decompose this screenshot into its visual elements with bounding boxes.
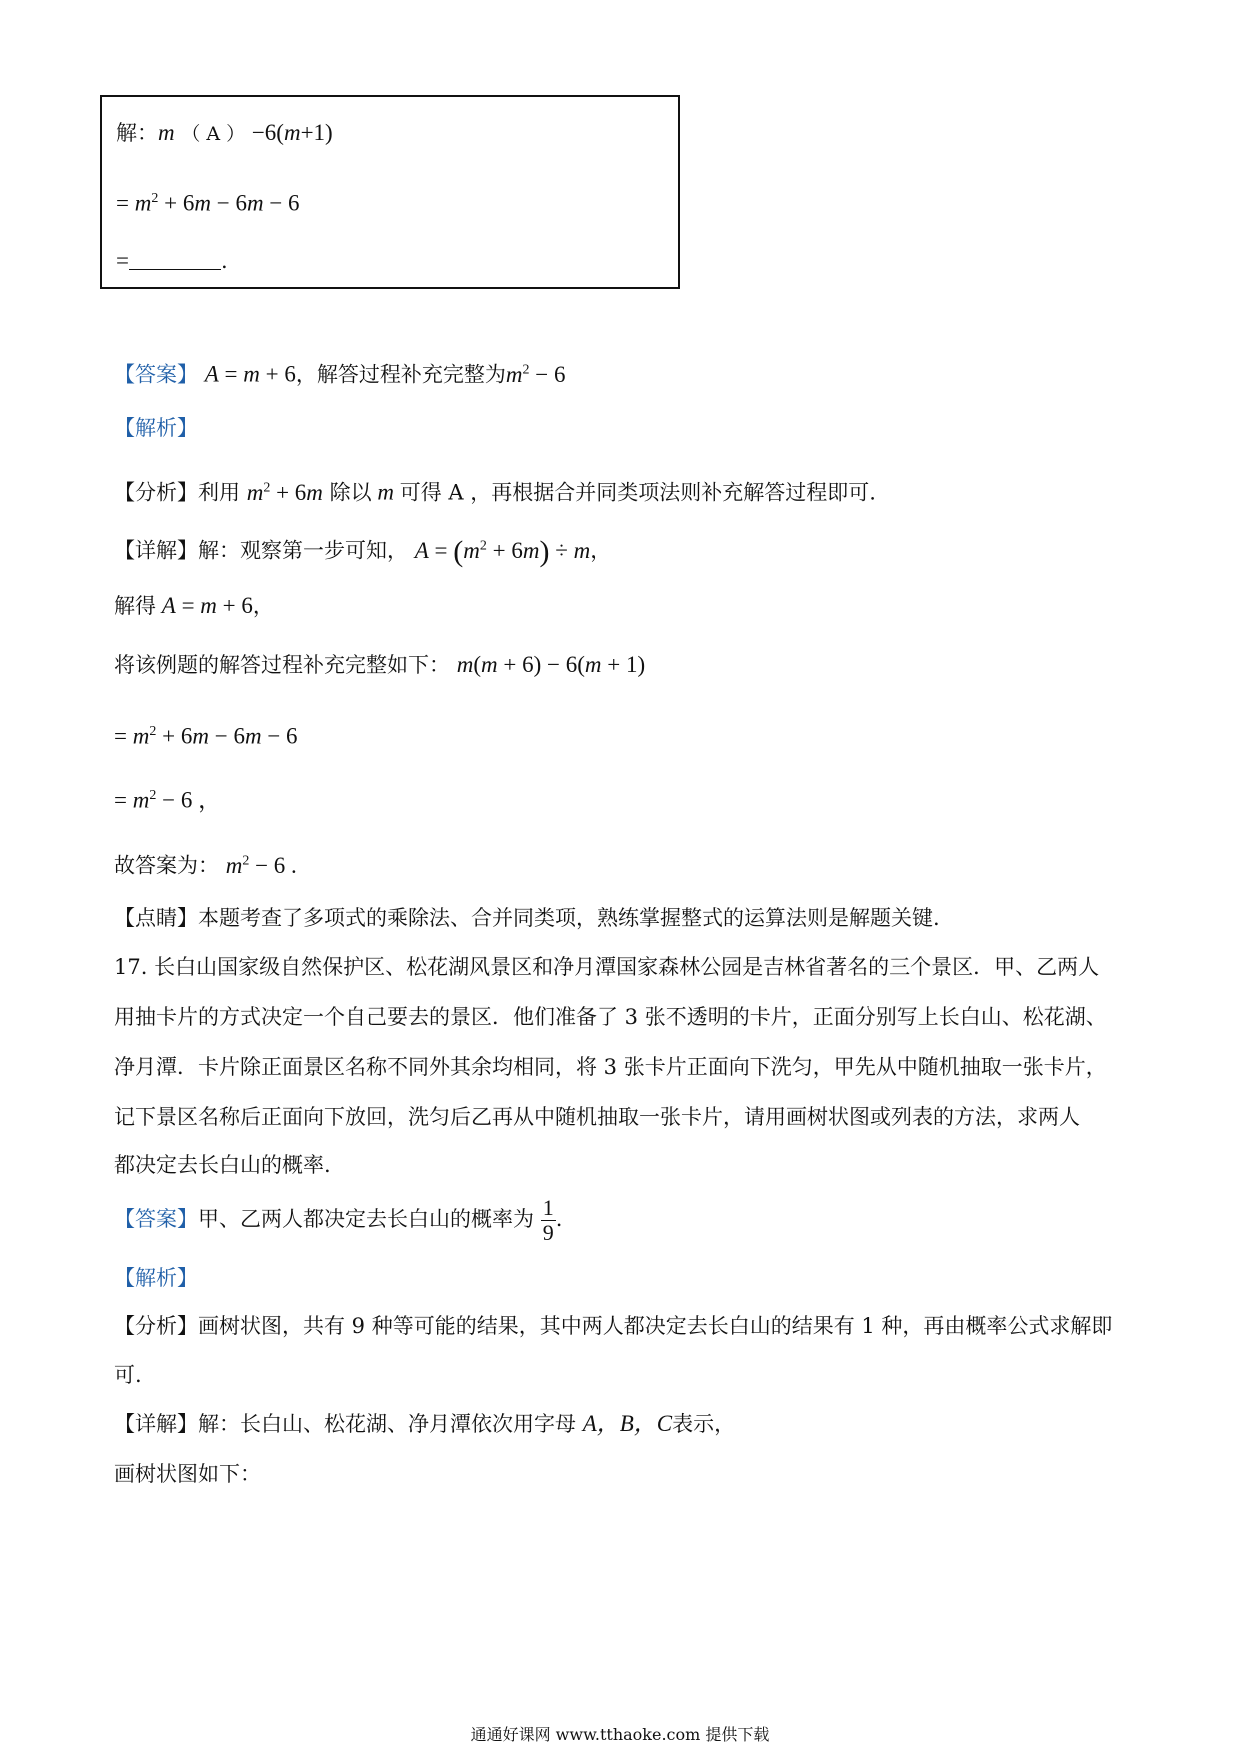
q17-answer: 【答案】甲、乙两人都决定去长白山的概率为 $\frac{1}{9}$ . [114, 1195, 563, 1245]
answer-blank [129, 249, 221, 270]
q17-fenxi-2: 可. [114, 1363, 142, 1387]
q17-stem-3: 净月潭．卡片除正面景区名称不同外其余均相同，将 3 张卡片正面向下洗匀，甲先从中随机抽取一张卡片， [114, 1055, 1107, 1079]
q16-analysis-tag: 【解析】 [114, 416, 198, 440]
q17-stem-5: 都决定去长白山的概率. [114, 1153, 331, 1177]
q16-solve: 解得 A = m + 6， [114, 593, 274, 618]
q16-fenxi: 【分析】利用 $m^2 + 6m$ 除以 m 可得 A ，再根据合并同类项法则补充解答过程即可. [114, 479, 876, 505]
q17-stem-4: 记下景区名称后正面向下放回，洗匀后乙再从中随机抽取一张卡片，请用画树状图或列表的方法，求两人 [114, 1105, 1080, 1129]
footer: 通通好课网 www.tthaoke.com 提供下载 [470, 1725, 770, 1744]
box-line-1: 解：m （ A ） −6(m+1) [116, 120, 333, 145]
q16-answer: 【答案】 A = m + 6，解答过程补充完整为$m^2 - 6$ [114, 361, 566, 387]
q17-stem-2: 用抽卡片的方式决定一个自己要去的景区．他们准备了 3 张不透明的卡片，正面分别写上长白山、松花湖、 [114, 1005, 1107, 1029]
probability-fraction: $\frac{1}{9}$ [542, 1195, 554, 1245]
q17-analysis-tag: 【解析】 [114, 1266, 198, 1290]
q17-stem-1: 17. 长白山国家级自然保护区、松花湖风景区和净月潭国家森林公园是吉林省著名的三个景区．甲、乙两人 [114, 955, 1100, 979]
q16-dianjing: 【点睛】本题考查了多项式的乘除法、合并同类项，熟练掌握整式的运算法则是解题关键. [114, 906, 940, 930]
q16-final: 故答案为： $m^2 - 6$ . [114, 852, 297, 878]
q16-step-2: = $m^2 + 6m - 6m - 6$ [114, 723, 298, 749]
q16-detail: 【详解】解：观察第一步可知， $A = (m^2 + 6m) \div m$， [114, 534, 612, 568]
box-line-2: = $m^2 + 6m - 6m - 6$ [116, 190, 300, 216]
q17-fenxi-1: 【分析】画树状图，共有 9 种等可能的结果，其中两人都决定去长白山的结果有 1 种，再由概率公式求解即 [114, 1314, 1113, 1338]
solution-box [100, 95, 680, 289]
q16-complete: 将该例题的解答过程补充完整如下： m(m + 6) − 6(m + 1) [114, 652, 646, 677]
box-line-3: = . [116, 248, 228, 273]
q17-detail: 【详解】解：长白山、松花湖、净月潭依次用字母 A，B，C表示， [114, 1411, 736, 1436]
q16-step-3: = $m^2 - 6$ ， [114, 787, 222, 813]
q17-tree-intro: 画树状图如下： [114, 1462, 261, 1486]
